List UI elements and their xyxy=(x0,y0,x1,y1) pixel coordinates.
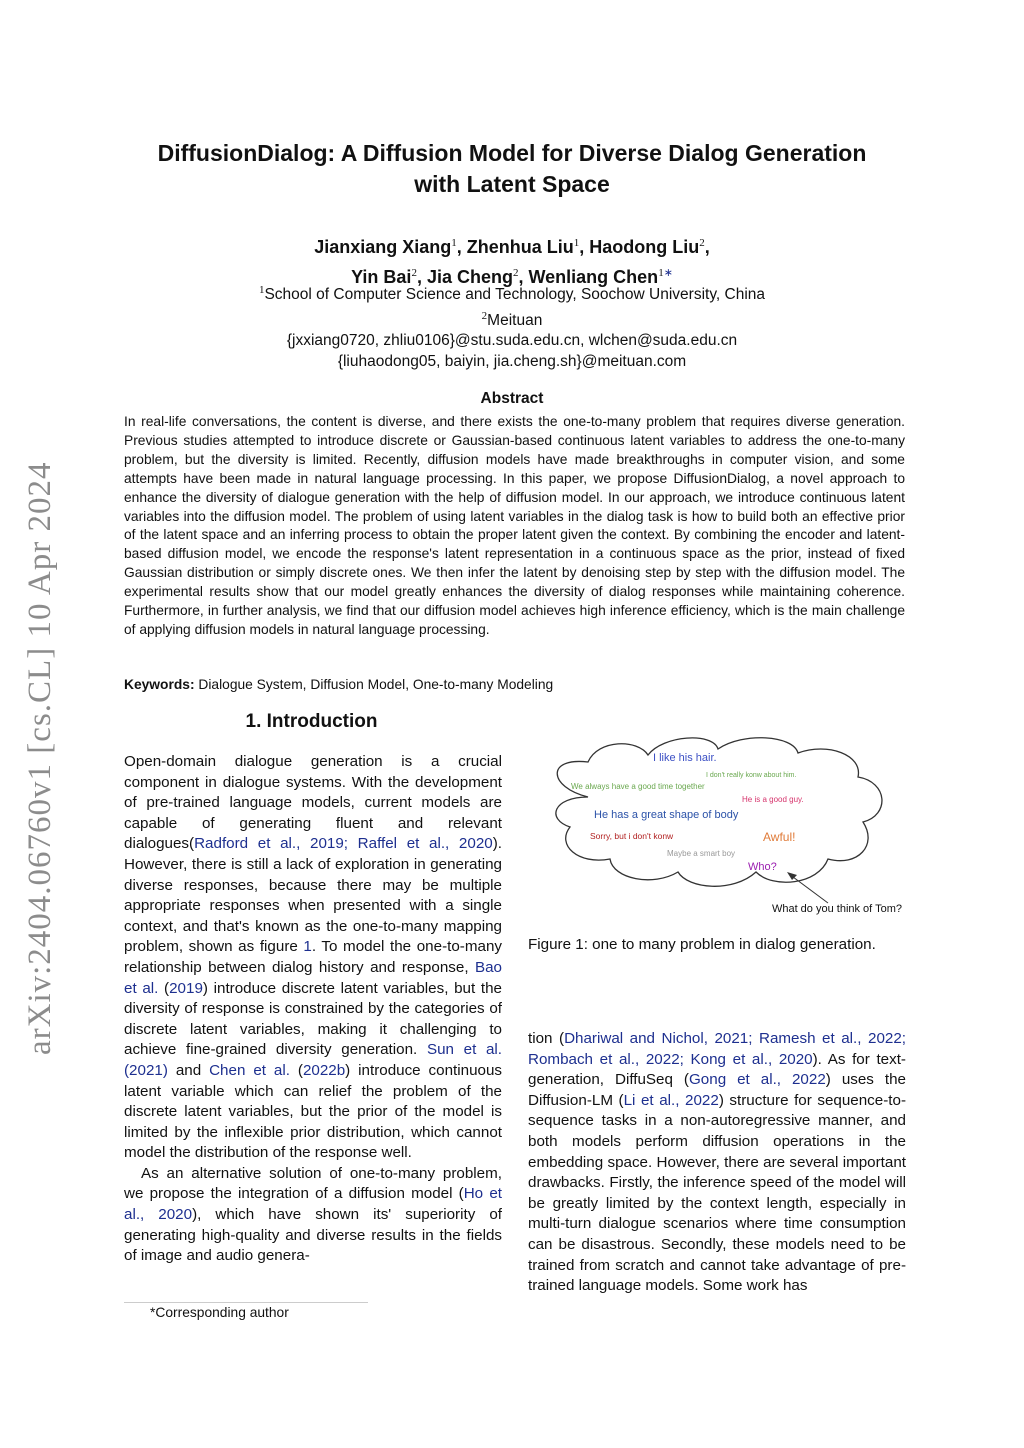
paper-title xyxy=(112,138,912,200)
cloud-phrase: Maybe a smart boy xyxy=(667,849,736,858)
author-affil-marker: 1 xyxy=(451,237,457,249)
section-heading-introduction: 1. Introduction xyxy=(245,711,378,732)
intro-paragraph-1: Open-domain dialogue generation is a crucial component in dialogue systems. With the development of pre-trained language models, current models are capable of generating fluent and relevant dialogues(Radford et al., 2019; Raffel et al., 2020). However, there is still a lack of exploration in generating diverse responses, because there may be multiple appropriate responses when presented with a single context, and that's known as the one-to-many mapping problem, shown as figure 1. To model the one-to-many relationship between dialog history and response, Bao et al. (2019) introduce discrete latent variables, but the diversity of response is constrained by the categories of discrete latent variables, making it challenging to achieve fine-grained diversity generation. Sun et al. (2021) and Chen et al. (2022b) introduce continuous latent variable which can relief the problem of the discrete latent variables, but the prior of the model is limited by the inflexible prior distribution, which cannot model the distribution of the response well. xyxy=(124,753,503,1162)
author-affil-marker: 2 xyxy=(411,267,417,279)
author-name: Wenliang Chen xyxy=(528,267,659,287)
figure-query: What do you think of Tom? xyxy=(771,903,902,915)
citation-link[interactable]: Li et al., 2022 xyxy=(623,1091,719,1109)
footnote: *Corresponding author xyxy=(150,1305,289,1320)
footnote-rule xyxy=(124,1302,368,1303)
corresponding-author-marker[interactable]: ∗ xyxy=(663,267,673,279)
author-line-2: Yin Bai$^2$, Jia Cheng$^2$, Wenliang Chen$^{1∗}$ xyxy=(351,267,673,287)
title-line-2: with Latent Space xyxy=(414,171,610,197)
cloud-phrase: I don't really konw about him. xyxy=(706,772,797,779)
author-affil-marker: 2 xyxy=(512,267,519,279)
cloud-phrase: I like his hair. xyxy=(653,752,717,764)
citation-link[interactable]: 2019 xyxy=(169,979,203,997)
citation-link[interactable]: Chen et al. xyxy=(209,1061,290,1079)
right-column xyxy=(528,1029,906,1297)
cloud-phrase: We always have a good time together xyxy=(571,782,705,791)
intro-paragraph-2: As an alternative solution of one-to-many problem, we propose the integration of a diffusion model (Ho et al., 2020), which have shown its' superiority of generating high-quality and diverse results in the fields of image and audio genera- xyxy=(124,1164,502,1265)
author-affil-marker: 1 xyxy=(573,237,580,249)
citation-link[interactable]: Ho et al., 2020 xyxy=(124,1185,502,1224)
author-name: Yin Bai xyxy=(351,267,412,287)
email-line-2: {liuhaodong05, baiyin, jia.cheng.sh}@meituan.com xyxy=(337,352,687,370)
email-line-1: {jxxiang0720, zhliu0106}@stu.suda.edu.cn, wlchen@suda.edu.cn xyxy=(286,332,738,350)
affiliations xyxy=(112,280,912,372)
figure-ref-link[interactable]: 1 xyxy=(303,938,312,956)
affiliation-1: $^1$School of Computer Science and Technology, Soochow University, China xyxy=(258,284,766,304)
title-line-1: DiffusionDialog: A Diffusion Model for Diverse Dialog Generation xyxy=(157,140,867,166)
affiliation-2: $^2$Meituan xyxy=(481,309,543,329)
author-name: Jianxiang Xiang xyxy=(314,237,452,257)
cloud-phrase: Who? xyxy=(748,861,777,873)
left-column xyxy=(124,752,502,1267)
intro-paragraph-2-continued: tion (Dhariwal and Nichol, 2021; Ramesh et al., 2022; Rombach et al., 2022; Kong et al., 2020). As for text-generation, DiffuSeq (Gong et al., 2022) uses the Diffusion-LM (Li et al., 2022) structure for sequence-to-sequence tasks in a non-autoregressive manner, and both models perform diffusion operations in the embedding space. However, there are several important drawbacks. Firstly, the inference speed of the model will be greatly limited by the context length, especially in multi-turn dialogue scenarios where time consumption can be disastrous. Secondly, these models need to be trained from scratch and cannot take advantage of pre-trained language models. Some work has xyxy=(528,1030,906,1295)
cloud-phrase: Sorry, but i don't konw xyxy=(590,831,674,841)
keywords xyxy=(124,677,905,692)
citation-link[interactable]: Sun et al. (2021) xyxy=(124,1041,503,1079)
author-line-1: Jianxiang Xiang$^1$, Zhenhua Liu$^1$, Haodong Liu$^2$, xyxy=(314,237,710,257)
abstract-text: In real-life conversations, the content is diverse, and there exists the one-to-many problem that requires diverse generation. Previous studies attempted to introduce discrete or Gaussian-based continuous latent variables to address the one-to-many problem, but the diversity is limited. Recently, diffusion models have made breakthroughs in computer vision, and some attempts have been made in natural language processing. In this paper, we propose DiffusionDialog, a novel approach to enhance the diversity of dialogue generation with the help of diffusion model. In our approach, we introduce continuous latent variables into the diffusion model. The problem of using latent variables in the dialog task is how to build both an effective prior of the latent space and an inferring process to obtain the proper latent given the context. By combining the encoder and latent-based diffusion model, we encode the response's latent representation in a continuous space as the prior, instead of fixed Gaussian distribution or simply discrete ones. We then infer the latent by denoising step by step with the diffusion model. The experimental results show that our model greatly enhances the diversity of dialog responses while maintaining coherence. Furthermore, in further analysis, we find that our diffusion model achieves high inference efficiency, which is the main challenge of applying diffusion models in natural language processing. xyxy=(124,414,905,637)
author-name: Zhenhua Liu xyxy=(466,237,574,257)
citation-link[interactable]: Gong et al., 2022 xyxy=(688,1071,826,1089)
arxiv-identifier: arXiv:2404.06760v1 [cs.CL] 10 Apr 2024 xyxy=(22,461,58,1055)
citation-link[interactable]: Bao et al. xyxy=(124,958,502,997)
citation-link[interactable]: 2022b xyxy=(302,1061,346,1079)
keywords-label: Keywords: xyxy=(124,677,195,692)
keywords-list: Dialogue System, Diffusion Model, One-to-many Modeling xyxy=(198,677,554,692)
citation-link[interactable]: Radford et al., 2019; Raffel et al., 2020 xyxy=(194,835,493,853)
author-name: Haodong Liu xyxy=(589,237,700,257)
abstract-heading: Abstract xyxy=(480,390,544,407)
figure-1-cloud xyxy=(528,727,908,922)
cloud-phrase: He has a great shape of body xyxy=(594,809,739,821)
author-affil-marker: 2 xyxy=(699,237,705,249)
author-affil-marker: 1∗ xyxy=(658,267,673,279)
cloud-phrase: He is a good guy. xyxy=(742,795,804,804)
figure-1-caption: Figure 1: one to many problem in dialog generation. xyxy=(528,936,876,953)
citation-link[interactable]: Dhariwal and Nichol, 2021; Ramesh et al., 2022; Rombach et al., 2022; Kong et al., 2020 xyxy=(528,1030,906,1068)
author-name: Jia Cheng xyxy=(426,267,513,287)
cloud-phrase: Awful! xyxy=(763,830,796,844)
